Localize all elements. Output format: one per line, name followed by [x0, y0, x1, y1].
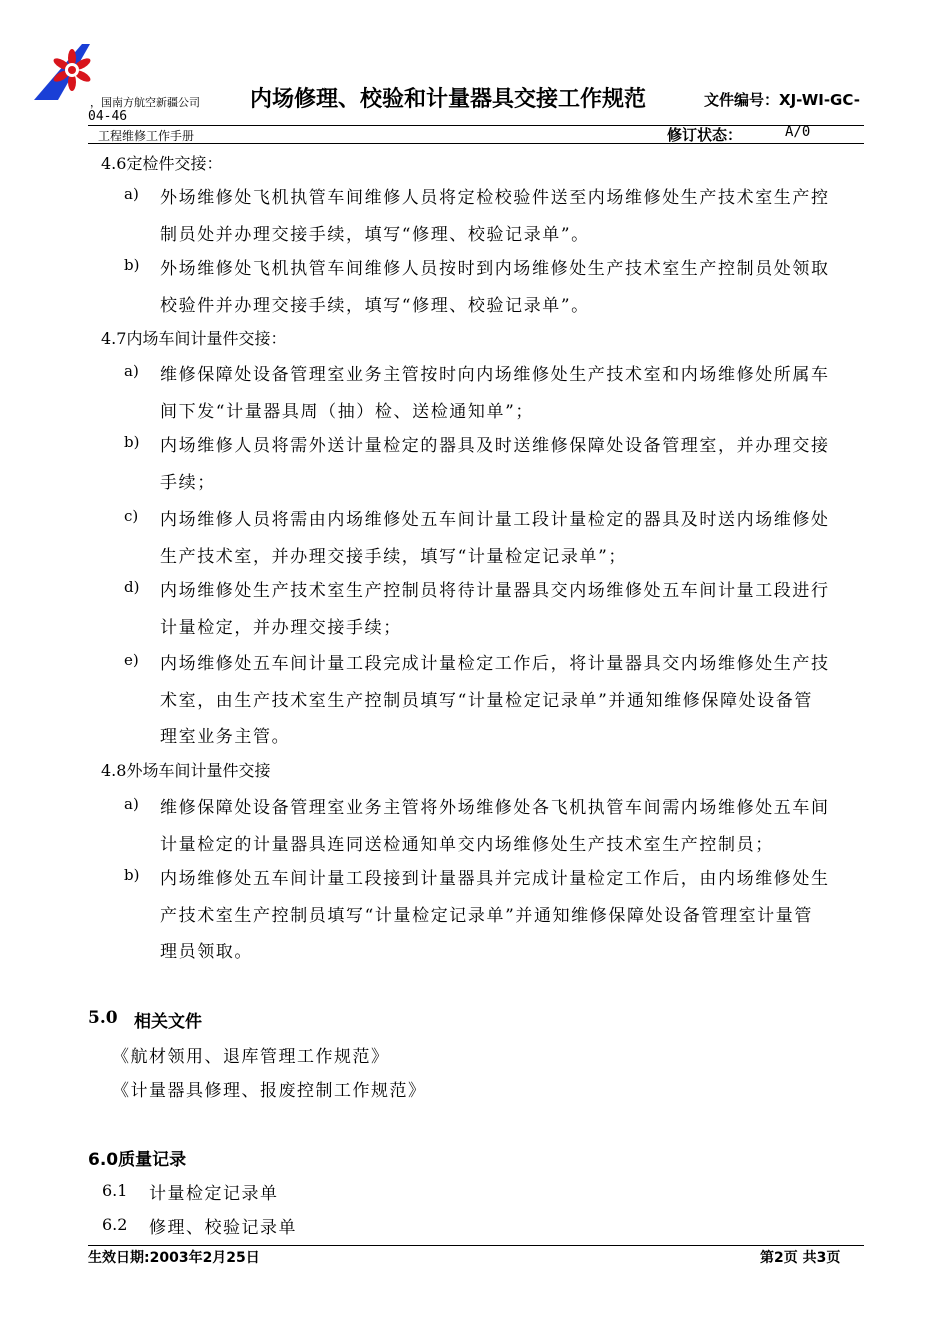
- paragraph-line: 内场维修人员将需由内场维修处五车间计量工段计量检定的器具及时送内场维修处: [160, 510, 830, 530]
- list-marker: c): [124, 507, 139, 525]
- record-name: 计量检定记录单: [149, 1184, 279, 1204]
- revision-status-label: 修订状态：: [667, 126, 743, 144]
- related-document: 《计量器具修理、报废控制工作规范》: [112, 1081, 427, 1101]
- effective-date: 生效日期:2003年2月25日: [88, 1250, 260, 1266]
- list-marker: d): [124, 578, 140, 596]
- paragraph-line: 理员领取。: [160, 942, 253, 962]
- revision-status-value: A/0: [785, 124, 811, 140]
- paragraph-line: 维修保障处设备管理室业务主管将外场维修处各飞机执管车间需内场维修处五车间: [160, 798, 830, 818]
- company-name: ，国南方航空新疆公司: [90, 96, 200, 109]
- section-4-6-heading: 4.6定检件交接：: [101, 154, 223, 173]
- page-number: 第2页 共3页: [760, 1250, 841, 1266]
- document-number-label: 文件编号：XJ-WI-GC-: [704, 91, 860, 109]
- footer-divider: [88, 1245, 864, 1246]
- document-title: 内场修理、校验和计量器具交接工作规范: [250, 87, 647, 112]
- china-southern-kapok-logo-icon: [30, 40, 100, 102]
- paragraph-line: 外场维修处飞机执管车间维修人员将定检校验件送至内场维修处生产技术室生产控: [160, 188, 830, 208]
- paragraph-line: 术室，由生产技术室生产控制员填写“计量检定记录单”并通知维修保障处设备管: [160, 691, 813, 711]
- paragraph-line: 计量检定，并办理交接手续；: [160, 618, 402, 638]
- paragraph-line: 校验件并办理交接手续，填写“修理、校验记录单”。: [160, 296, 590, 316]
- paragraph-line: 生产技术室，并办理交接手续，填写“计量检定记录单”；: [160, 547, 627, 567]
- list-marker: b): [124, 866, 140, 884]
- section-5-number: 5.0: [88, 1008, 118, 1028]
- paragraph-line: 理室业务主管。: [160, 727, 291, 747]
- paragraph-line: 间下发“计量器具周（抽）检、送检通知单”；: [160, 402, 534, 422]
- section-5-title: 相关文件: [134, 1012, 202, 1032]
- paragraph-line: 内场维修人员将需外送计量检定的器具及时送维修保障处设备管理室，并办理交接: [160, 436, 830, 456]
- document-number-continuation: 04-46: [88, 109, 128, 124]
- paragraph-line: 手续；: [160, 473, 216, 493]
- list-marker: b): [124, 256, 140, 274]
- related-document: 《航材领用、退库管理工作规范》: [112, 1047, 390, 1067]
- record-name: 修理、校验记录单: [149, 1218, 297, 1238]
- header-divider-top: [88, 125, 864, 126]
- list-marker: a): [124, 795, 139, 813]
- record-number: 6.2: [102, 1215, 128, 1234]
- record-number: 6.1: [102, 1181, 128, 1200]
- paragraph-line: 外场维修处飞机执管车间维修人员按时到内场维修处生产技术室生产控制员处领取: [160, 259, 830, 279]
- section-4-7-heading: 4.7内场车间计量件交接：: [101, 329, 287, 348]
- paragraph-line: 内场维修处五车间计量工段完成计量检定工作后，将计量器具交内场维修处生产技: [160, 654, 830, 674]
- paragraph-line: 维修保障处设备管理室业务主管按时向内场维修处生产技术室和内场维修处所属车: [160, 365, 830, 385]
- paragraph-line: 产技术室生产控制员填写“计量检定记录单”并通知维修保障处设备管理室计量管: [160, 906, 813, 926]
- list-marker: e): [124, 651, 139, 669]
- paragraph-line: 计量检定的计量器具连同送检通知单交内场维修处生产技术室生产控制员；: [160, 835, 774, 855]
- section-6-heading: 6.0质量记录: [88, 1150, 187, 1170]
- list-marker: a): [124, 362, 139, 380]
- paragraph-line: 内场维修处生产技术室生产控制员将待计量器具交内场维修处五车间计量工段进行: [160, 581, 830, 601]
- header-divider-bottom: [88, 143, 864, 144]
- paragraph-line: 制员处并办理交接手续，填写“修理、校验记录单”。: [160, 225, 590, 245]
- list-marker: b): [124, 433, 140, 451]
- manual-name: 工程维修工作手册: [98, 129, 195, 143]
- paragraph-line: 内场维修处五车间计量工段接到计量器具并完成计量检定工作后，由内场维修处生: [160, 869, 830, 889]
- list-marker: a): [124, 185, 139, 203]
- section-4-8-heading: 4.8外场车间计量件交接: [101, 761, 271, 780]
